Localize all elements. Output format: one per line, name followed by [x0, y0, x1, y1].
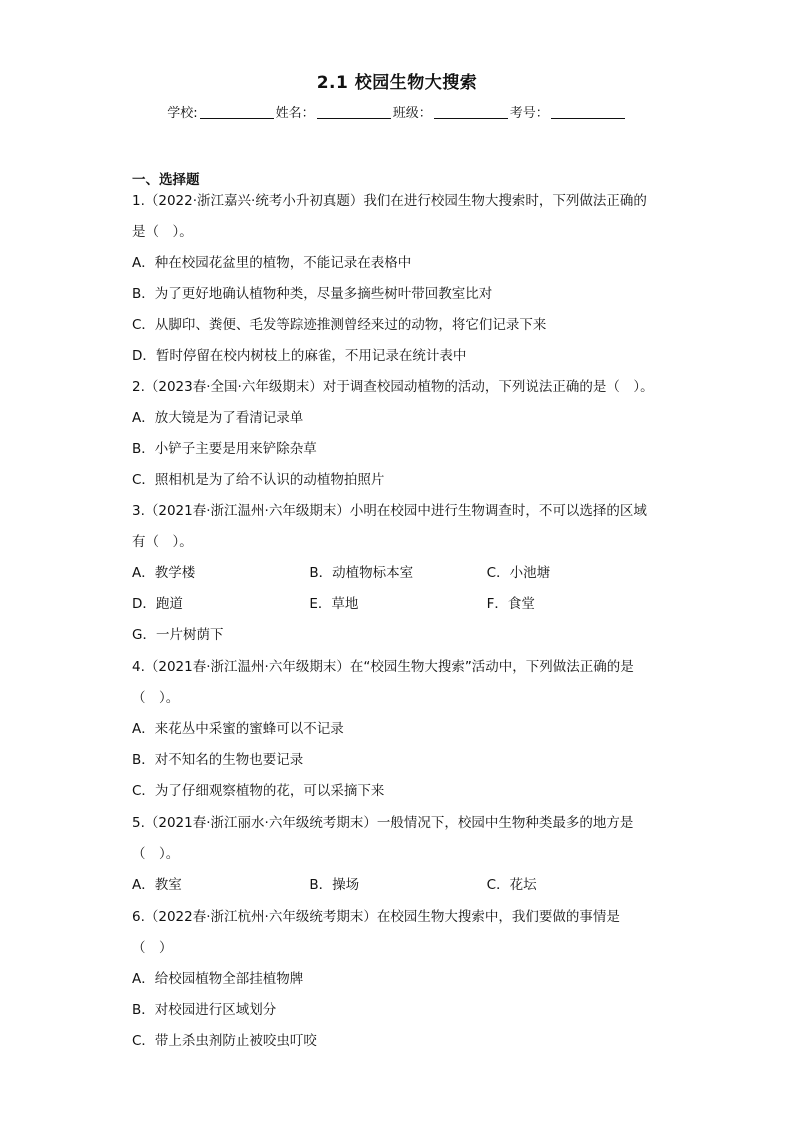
- question-stem-cont: （ ）: [132, 940, 173, 956]
- option-g: G．一片树荫下: [132, 627, 224, 643]
- option-c: C．花坛: [486, 877, 537, 893]
- exam-number-blank[interactable]: [551, 104, 625, 119]
- student-info-line: [0, 102, 794, 121]
- class-label: 班级：: [392, 106, 432, 121]
- option-d: D．跑道: [132, 596, 183, 612]
- option-b: B．对校园进行区域划分: [132, 1002, 277, 1018]
- option-a: A．来花丛中采蜜的蜜蜂可以不记录: [132, 721, 344, 737]
- option-a: A．教学楼: [132, 565, 196, 581]
- options-row-1: [132, 558, 664, 589]
- option-c: C．从脚印、粪便、毛发等踪迹推测曾经来过的动物，将它们记录下来: [132, 317, 547, 333]
- option-f: F．食堂: [486, 596, 535, 612]
- option-a: A．给校园植物全部挂植物牌: [132, 971, 304, 987]
- question-6: [132, 902, 664, 1057]
- option-b: B．操场: [309, 877, 360, 893]
- option-b: B．小铲子主要是用来铲除杂草: [132, 441, 317, 457]
- question-stem: 2.（2023春·全国·六年级期末）对于调查校园动植物的活动，下列说法正确的是（ ）。: [132, 379, 654, 395]
- question-stem: 1.（2022·浙江嘉兴·统考小升初真题）我们在进行校园生物大搜索时，下列做法正确的: [132, 193, 647, 209]
- option-a: A．教室: [132, 877, 182, 893]
- option-b: B．动植物标本室: [309, 565, 414, 581]
- question-stem-cont: 有（ ）。: [132, 534, 193, 550]
- option-a: A．种在校园花盆里的植物，不能记录在表格中: [132, 255, 412, 271]
- question-stem: 4.（2021春·浙江温州·六年级期末）在“校园生物大搜索”活动中，下列做法正确的是: [132, 659, 634, 675]
- option-e: E．草地: [309, 596, 359, 612]
- option-c: C．小池塘: [486, 565, 551, 581]
- question-stem-cont: （ ）。: [132, 846, 180, 862]
- options-row-2: [132, 589, 664, 620]
- option-b: B．对不知名的生物也要记录: [132, 752, 304, 768]
- question-1: [132, 186, 664, 372]
- section-heading: 一、选择题: [132, 172, 200, 188]
- question-stem-cont: （ ）。: [132, 690, 180, 706]
- option-d: D．暂时停留在校内树枝上的麻雀，不用记录在统计表中: [132, 348, 467, 364]
- question-4: [132, 652, 664, 807]
- option-c: C．为了仔细观察植物的花，可以采摘下来: [132, 783, 385, 799]
- option-b: B．为了更好地确认植物种类，尽量多摘些树叶带回教室比对: [132, 286, 493, 302]
- question-stem: 5.（2021春·浙江丽水·六年级统考期末）一般情况下，校园中生物种类最多的地方是: [132, 815, 634, 831]
- option-c: C．照相机是为了给不认识的动植物拍照片: [132, 472, 385, 488]
- school-blank[interactable]: [200, 104, 274, 119]
- option-c: C．带上杀虫剂防止被咬虫叮咬: [132, 1033, 317, 1049]
- options-row: [132, 870, 664, 901]
- option-a: A．放大镜是为了看清记录单: [132, 410, 304, 426]
- question-2: [132, 372, 664, 496]
- page-title: 2.1 校园生物大搜索: [316, 73, 478, 93]
- question-stem: 6.（2022春·浙江杭州·六年级统考期末）在校园生物大搜索中，我们要做的事情是: [132, 909, 620, 925]
- name-blank[interactable]: [317, 104, 391, 119]
- school-label: 学校:: [167, 106, 198, 121]
- exam-number-label: 考号：: [509, 106, 549, 121]
- question-stem: 3.（2021春·浙江温州·六年级期末）小明在校园中进行生物调查时，不可以选择的区域: [132, 503, 647, 519]
- question-3: [132, 496, 664, 651]
- question-5: [132, 808, 664, 901]
- question-stem-cont: 是（ ）。: [132, 224, 193, 240]
- class-blank[interactable]: [434, 104, 508, 119]
- name-label: 姓名：: [275, 106, 315, 121]
